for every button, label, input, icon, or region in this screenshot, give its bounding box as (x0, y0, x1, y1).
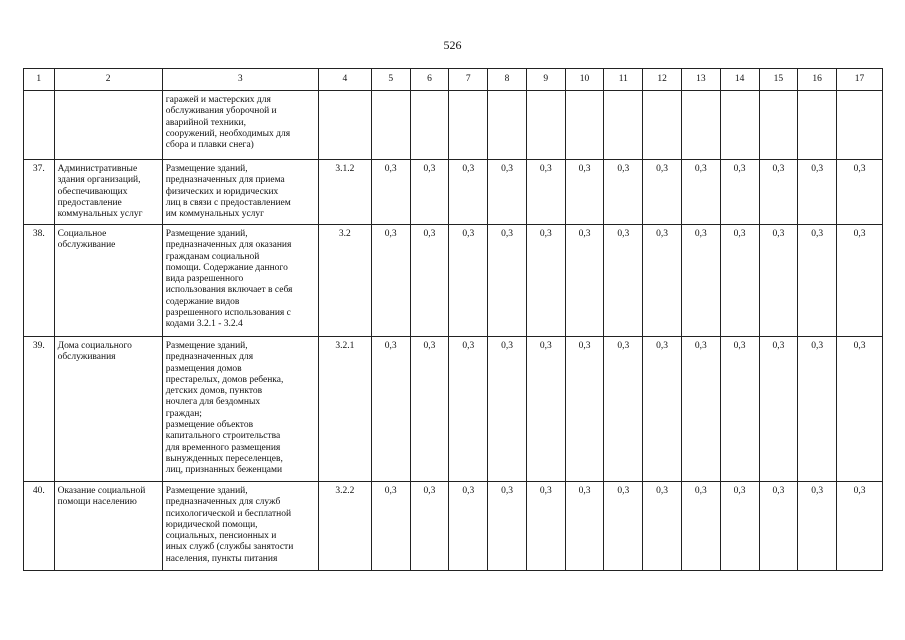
value-cell: 0,3 (526, 225, 565, 337)
column-header: 16 (798, 69, 837, 91)
value-cell: 0,3 (449, 160, 488, 225)
row-description: Размещение зданий, предназначенных для приема физических и юридических лиц в связи с предоставлением им коммунальных услуг (165, 164, 291, 220)
value-cell (604, 91, 643, 160)
value-cell (643, 91, 682, 160)
row-number-cell (24, 91, 55, 160)
value-cell: 0,3 (837, 337, 883, 482)
value-cell: 0,3 (371, 482, 410, 571)
column-header: 9 (526, 69, 565, 91)
value-cell: 0,3 (720, 160, 759, 225)
value-cell: 0,3 (798, 337, 837, 482)
value-cell: 0,3 (488, 160, 527, 225)
column-header: 17 (837, 69, 883, 91)
value-cell: 0,3 (837, 225, 883, 337)
value-cell: 0,3 (681, 160, 720, 225)
value-cell: 0,3 (410, 482, 449, 571)
row-number: 39. (24, 337, 55, 482)
column-header: 1 (24, 69, 55, 91)
value-cell: 0,3 (565, 160, 604, 225)
column-header: 13 (681, 69, 720, 91)
value-cell: 0,3 (526, 160, 565, 225)
value-cell (565, 91, 604, 160)
table-row (24, 160, 883, 225)
header-row (24, 69, 883, 91)
row-name: Дома социального обслуживания (54, 337, 162, 482)
value-cell (720, 91, 759, 160)
value-cell: 0,3 (371, 160, 410, 225)
row-name: Административные здания организаций, обеспечивающих предоставление коммунальных услуг (54, 160, 162, 225)
row-code: 3.2 (318, 225, 371, 337)
value-cell: 0,3 (488, 225, 527, 337)
value-cell: 0,3 (449, 225, 488, 337)
value-cell: 0,3 (759, 160, 798, 225)
value-cell: 0,3 (759, 337, 798, 482)
column-header: 6 (410, 69, 449, 91)
value-cell (371, 91, 410, 160)
value-cell (410, 91, 449, 160)
value-cell: 0,3 (410, 337, 449, 482)
row-name: Социальное обслуживание (54, 225, 162, 337)
value-cell: 0,3 (837, 160, 883, 225)
value-cell: 0,3 (371, 337, 410, 482)
row-description: гаражей и мастерских для обслуживания уборочной и аварийной техники, сооружений, необходимых для сбора и плавки снега) (165, 95, 291, 151)
row-description-cell (162, 225, 318, 337)
column-header: 8 (488, 69, 527, 91)
land-use-table (23, 68, 883, 571)
value-cell: 0,3 (759, 225, 798, 337)
column-header: 10 (565, 69, 604, 91)
value-cell: 0,3 (798, 225, 837, 337)
row-code: 3.2.2 (318, 482, 371, 571)
value-cell: 0,3 (798, 160, 837, 225)
value-cell: 0,3 (488, 482, 527, 571)
value-cell: 0,3 (681, 337, 720, 482)
value-cell: 0,3 (681, 225, 720, 337)
column-header: 4 (318, 69, 371, 91)
row-description: Размещение зданий, предназначенных для размещения домов престарелых, домов ребенка, детских домов, пунктов ночлега для бездомных граждан; размещение объектов капитального строительства для временного размещения вынужденных переселенцев, лиц, признанных беженцами (165, 341, 284, 476)
row-name: Оказание социальной помощи населению (54, 482, 162, 571)
column-header: 5 (371, 69, 410, 91)
value-cell: 0,3 (449, 482, 488, 571)
column-header: 14 (720, 69, 759, 91)
value-cell (488, 91, 527, 160)
column-header: 12 (643, 69, 682, 91)
value-cell (798, 91, 837, 160)
row-description-cell (162, 482, 318, 571)
value-cell: 0,3 (604, 160, 643, 225)
value-cell: 0,3 (488, 337, 527, 482)
column-header: 3 (162, 69, 318, 91)
column-header: 15 (759, 69, 798, 91)
page-number: 526 (443, 38, 462, 52)
value-cell: 0,3 (565, 482, 604, 571)
row-description: Размещение зданий, предназначенных для оказания гражданам социальной помощи. Содержание данного вида разрешенного использования включает в себя содержание видов разрешенного использования с кодами 3.2.1 - 3.2.4 (165, 229, 293, 330)
row-number: 40. (24, 482, 55, 571)
row-description: Размещение зданий, предназначенных для служб психологической и бесплатной юридической помощи, социальных, пенсионных и иных служб (службы занятости населения, пункты питания (165, 486, 294, 564)
column-header: 11 (604, 69, 643, 91)
column-header: 2 (54, 69, 162, 91)
value-cell: 0,3 (565, 225, 604, 337)
value-cell: 0,3 (643, 160, 682, 225)
value-cell (526, 91, 565, 160)
table-row (24, 225, 883, 337)
value-cell (837, 91, 883, 160)
value-cell: 0,3 (720, 225, 759, 337)
value-cell: 0,3 (526, 482, 565, 571)
value-cell (759, 91, 798, 160)
value-cell: 0,3 (643, 225, 682, 337)
value-cell: 0,3 (410, 160, 449, 225)
value-cell: 0,3 (681, 482, 720, 571)
value-cell: 0,3 (604, 337, 643, 482)
value-cell: 0,3 (449, 337, 488, 482)
value-cell: 0,3 (371, 225, 410, 337)
row-number: 37. (24, 160, 55, 225)
column-header: 7 (449, 69, 488, 91)
row-description-cell (162, 160, 318, 225)
value-cell: 0,3 (720, 482, 759, 571)
value-cell: 0,3 (837, 482, 883, 571)
row-description-cell (162, 91, 318, 160)
value-cell (449, 91, 488, 160)
value-cell: 0,3 (643, 337, 682, 482)
value-cell: 0,3 (643, 482, 682, 571)
value-cell: 0,3 (526, 337, 565, 482)
value-cell: 0,3 (604, 482, 643, 571)
table-row (24, 482, 883, 571)
value-cell: 0,3 (410, 225, 449, 337)
value-cell: 0,3 (604, 225, 643, 337)
row-code: 3.2.1 (318, 337, 371, 482)
row-code-cell (318, 91, 371, 160)
row-name-cell (54, 91, 162, 160)
value-cell: 0,3 (565, 337, 604, 482)
value-cell (681, 91, 720, 160)
table-row (24, 337, 883, 482)
value-cell: 0,3 (759, 482, 798, 571)
row-description-cell (162, 337, 318, 482)
value-cell: 0,3 (720, 337, 759, 482)
value-cell: 0,3 (798, 482, 837, 571)
row-code: 3.1.2 (318, 160, 371, 225)
row-number: 38. (24, 225, 55, 337)
table-row-continuation (24, 91, 883, 160)
